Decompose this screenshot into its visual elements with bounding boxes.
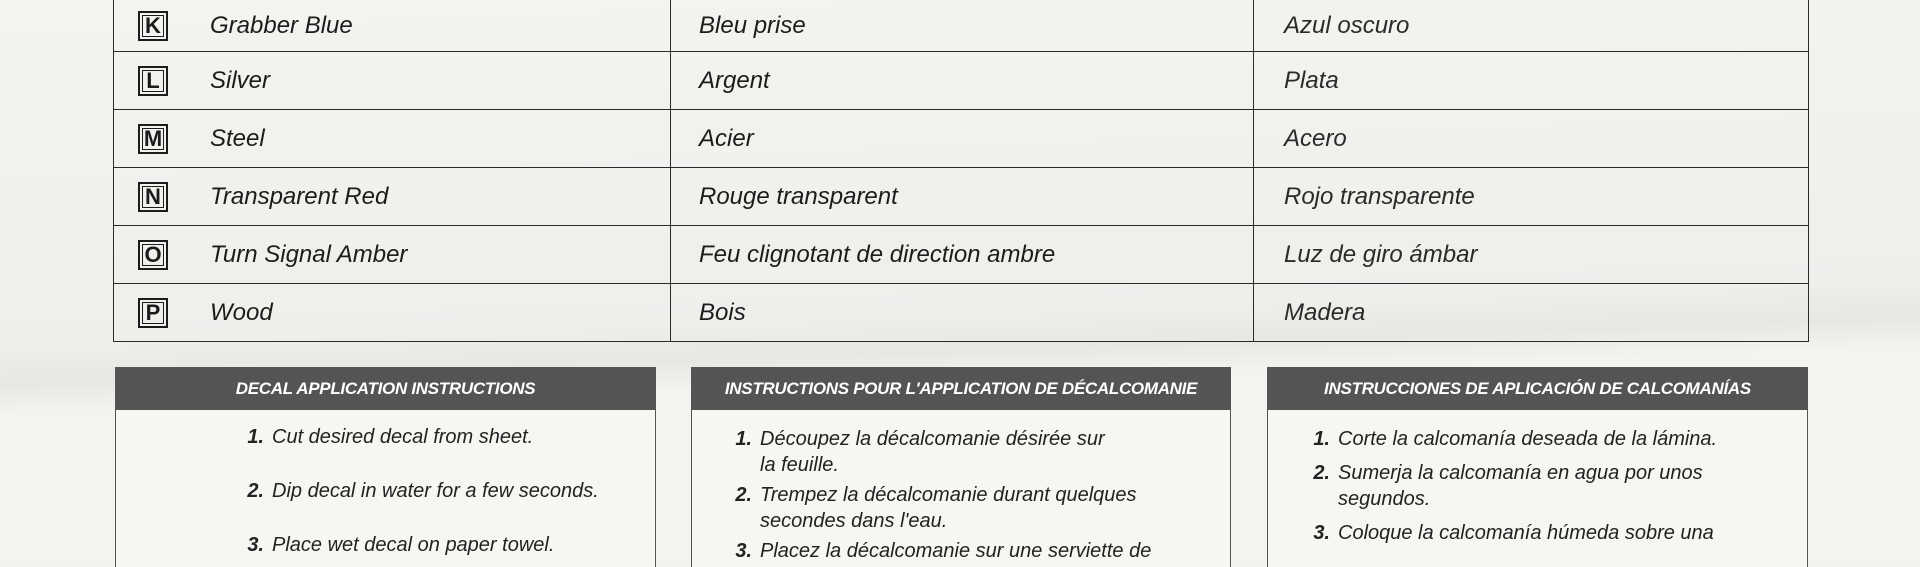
panel-title-en: DECAL APPLICATION INSTRUCTIONS xyxy=(116,368,655,410)
step-number: 3. xyxy=(247,534,264,556)
step-text: Place wet decal on paper towel. xyxy=(272,534,555,556)
list-item xyxy=(724,426,1230,478)
list-item xyxy=(724,482,1230,534)
color-name-fr: Bois xyxy=(671,284,1254,342)
step-text: Coloque la calcomanía húmeda sobre una xyxy=(1338,522,1714,544)
list-item xyxy=(116,532,655,558)
step-number: 3. xyxy=(1313,522,1330,544)
color-name-es: Rojo transparente xyxy=(1254,168,1809,226)
table-row xyxy=(114,52,1809,110)
list-item xyxy=(724,538,1230,564)
color-name-en xyxy=(114,168,671,226)
color-name-en-text: Transparent Red xyxy=(210,182,389,210)
color-name-en xyxy=(114,226,671,284)
step-text: Trempez la décalcomanie durant quelques secondes dans l'eau. xyxy=(760,484,1137,532)
color-name-es: Madera xyxy=(1254,284,1809,342)
step-text: Placez la décalcomanie sur une serviette de xyxy=(760,540,1152,562)
panel-title-fr: INSTRUCTIONS POUR L'APPLICATION DE DÉCALCOMANIE xyxy=(692,368,1230,410)
color-name-fr: Acier xyxy=(671,110,1254,168)
step-number: 1. xyxy=(247,426,264,448)
color-name-en xyxy=(114,284,671,342)
color-name-en xyxy=(114,0,671,52)
step-number: 2. xyxy=(1313,462,1330,484)
paint-color-table xyxy=(113,0,1809,342)
steps-list-es xyxy=(1268,410,1807,546)
list-item xyxy=(1302,460,1807,512)
color-name-en xyxy=(114,110,671,168)
steps-list-en xyxy=(116,410,655,558)
color-name-es: Luz de giro ámbar xyxy=(1254,226,1809,284)
step-number: 1. xyxy=(735,428,752,450)
color-letter-badge: N xyxy=(138,182,168,212)
list-item xyxy=(116,478,655,504)
color-name-fr: Rouge transparent xyxy=(671,168,1254,226)
color-name-en-text: Steel xyxy=(210,124,265,152)
step-number: 1. xyxy=(1313,428,1330,450)
color-name-en-text: Wood xyxy=(210,298,273,326)
step-text: Dip decal in water for a few seconds. xyxy=(272,480,599,502)
table-row xyxy=(114,0,1809,52)
color-name-en-text: Silver xyxy=(210,66,271,94)
table-row xyxy=(114,226,1809,284)
color-name-fr: Feu clignotant de direction ambre xyxy=(671,226,1254,284)
color-name-en xyxy=(114,52,671,110)
color-name-en-text: Grabber Blue xyxy=(210,11,353,39)
step-number: 3. xyxy=(735,540,752,562)
table-row xyxy=(114,110,1809,168)
color-name-es: Azul oscuro xyxy=(1254,0,1809,52)
step-text: Découpez la décalcomanie désirée sur la feuille. xyxy=(760,428,1105,476)
step-number: 2. xyxy=(247,480,264,502)
color-letter-badge: P xyxy=(138,298,168,328)
panel-title-es: INSTRUCCIONES DE APLICACIÓN DE CALCOMANÍAS xyxy=(1268,368,1807,410)
list-item xyxy=(1302,426,1807,452)
table-row xyxy=(114,168,1809,226)
instructions-panel-en xyxy=(115,367,656,567)
color-name-fr: Argent xyxy=(671,52,1254,110)
instructions-panel-es xyxy=(1267,367,1808,567)
step-text: Cut desired decal from sheet. xyxy=(272,426,534,448)
color-letter-badge: O xyxy=(138,240,168,270)
list-item xyxy=(116,424,655,450)
step-number: 2. xyxy=(735,484,752,506)
color-letter-badge: K xyxy=(138,11,168,41)
color-name-en-text: Turn Signal Amber xyxy=(210,240,408,268)
steps-list-fr xyxy=(692,410,1230,564)
step-text: Corte la calcomanía deseada de la lámina. xyxy=(1338,428,1718,450)
table-row xyxy=(114,284,1809,342)
color-letter-badge: M xyxy=(138,124,168,154)
color-name-es: Acero xyxy=(1254,110,1809,168)
instructions-panel-fr xyxy=(691,367,1231,567)
step-text: Sumerja la calcomanía en agua por unos segundos. xyxy=(1338,462,1703,510)
color-name-fr: Bleu prise xyxy=(671,0,1254,52)
list-item xyxy=(1302,520,1807,546)
color-name-es: Plata xyxy=(1254,52,1809,110)
color-letter-badge: L xyxy=(138,66,168,96)
